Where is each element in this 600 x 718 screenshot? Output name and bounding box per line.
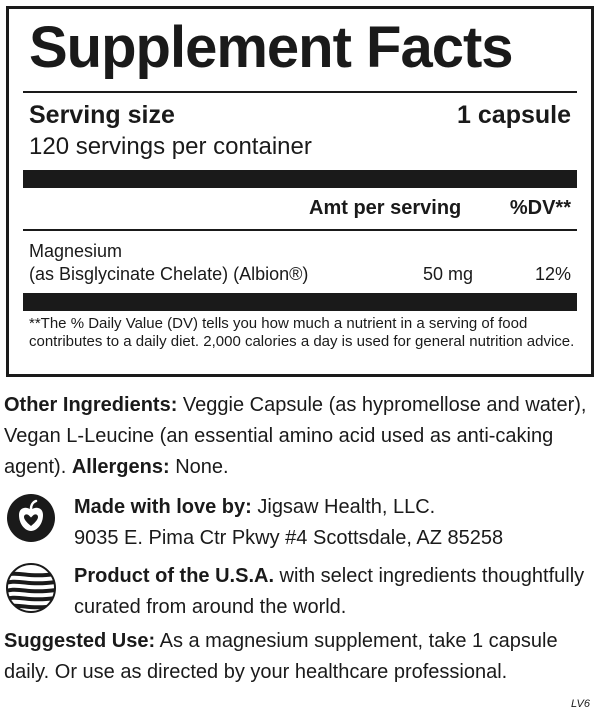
suggested-use [4, 626, 574, 688]
product-of-usa [74, 561, 594, 623]
product-of-label: Product of the U.S.A. [74, 565, 274, 587]
nutrient-name [29, 240, 308, 286]
nutrient-name-line2: (as Bisglycinate Chelate) (Albion®) [29, 264, 309, 284]
flag-icon [6, 563, 56, 618]
panel-title: Supplement Facts [29, 15, 513, 80]
nutrient-dv: 12% [534, 264, 571, 284]
dv-footnote: **The % Daily Value (DV) tells you how much a nutrient in a serving of food contributes to a daily diet. 2,000 calories a day is used for general nutrition advice. [29, 315, 575, 350]
suggested-use-text: As a magnesium supplement, take 1 capsule daily. Or use as directed by your healthcare professional. [4, 630, 558, 683]
servings-per-container: 120 servings per container [29, 133, 312, 160]
other-ingredients [4, 390, 596, 483]
amount-column-header: Amt per serving [309, 197, 462, 219]
serving-size-value: 1 capsule [457, 101, 571, 129]
product-of-text: with select ingredients thoughtfully curated from around the world. [74, 565, 585, 618]
thick-divider-bottom [23, 293, 577, 311]
made-by-label: Made with love by: [74, 496, 252, 518]
allergens-label: Allergens: [71, 456, 170, 478]
made-by-address: 9035 E. Pima Ctr Pkwy #4 Scottsdale, AZ 85258 [74, 527, 504, 549]
dv-column-header: %DV** [509, 197, 571, 219]
other-ingredients-label: Other Ingredients: [4, 394, 178, 416]
other-ingredients-text: Veggie Capsule (as hypromellose and water), Vegan L-Leucine (an essential amino acid used as anti-caking agent). [4, 394, 587, 478]
lot-code: LV6 [571, 698, 590, 710]
nutrient-amount: 50 mg [423, 264, 474, 284]
thick-divider-top [23, 170, 577, 188]
nutrient-name-line1: Magnesium [29, 241, 123, 261]
made-by-text: Jigsaw Health, LLC. [251, 496, 436, 518]
serving-size-label: Serving size [29, 101, 175, 129]
allergens-text: None. [169, 456, 229, 478]
supplement-facts-panel [6, 6, 594, 377]
suggested-use-label: Suggested Use: [4, 630, 156, 652]
header-divider [23, 229, 577, 231]
apple-heart-icon [6, 493, 56, 548]
title-divider [23, 91, 577, 93]
made-by [74, 492, 594, 554]
